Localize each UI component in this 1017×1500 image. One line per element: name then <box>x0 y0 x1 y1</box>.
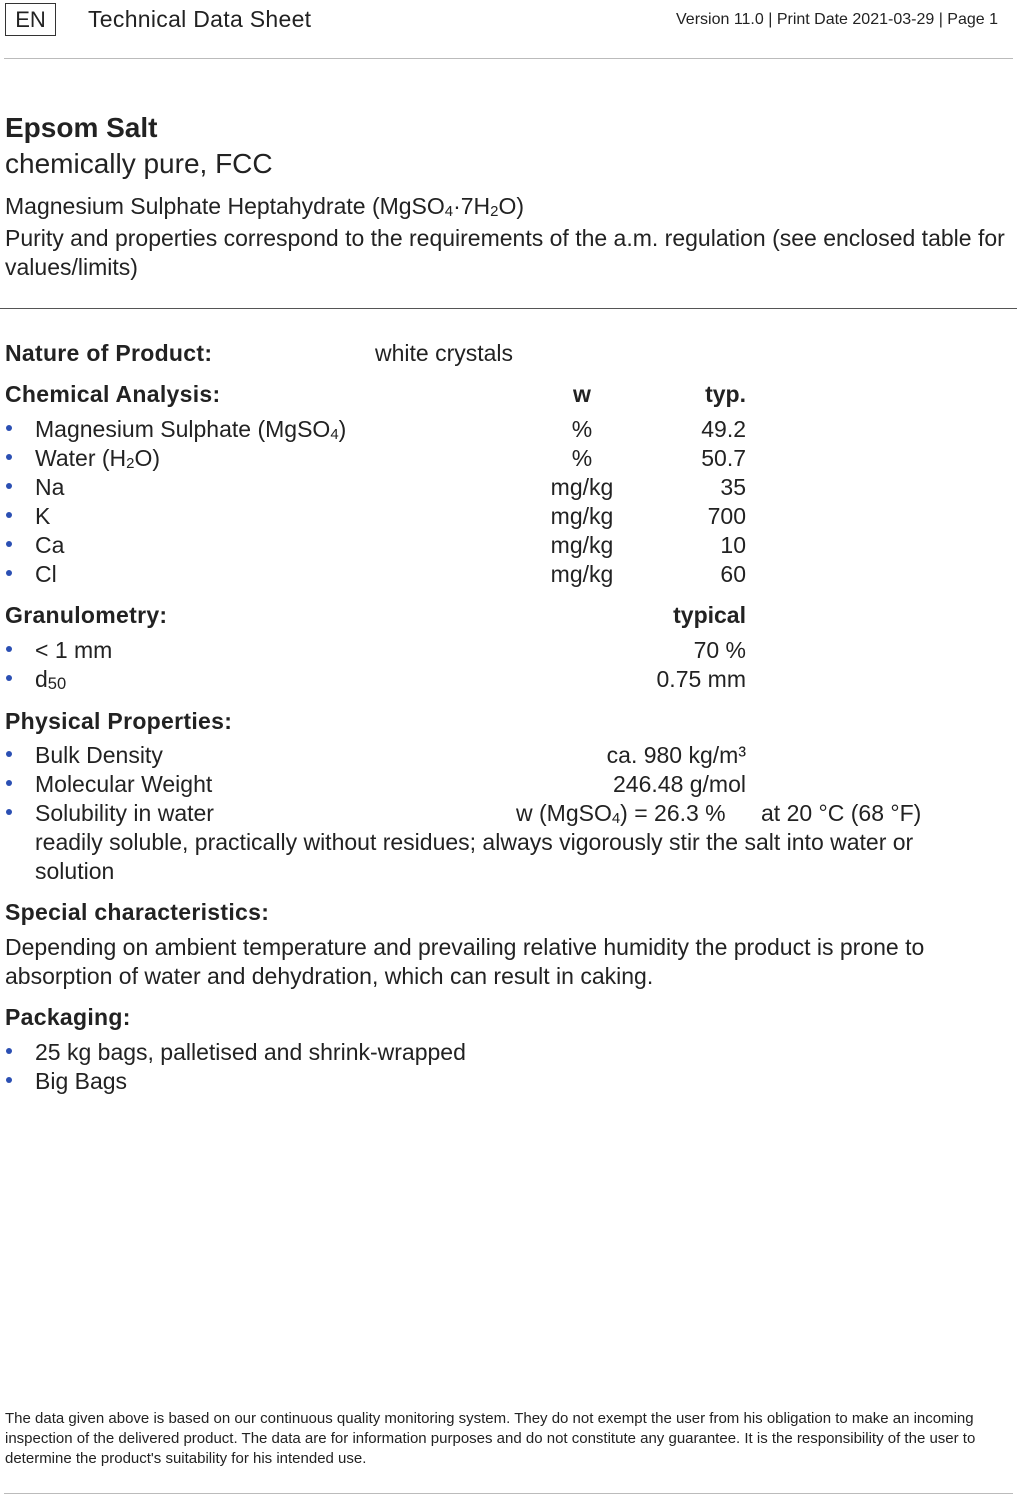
bullet-icon <box>5 675 15 685</box>
analyte-value: 60 <box>720 561 746 587</box>
solubility-label: Solubility in water <box>35 800 214 826</box>
bullet-icon <box>5 541 15 551</box>
document-title: Technical Data Sheet <box>88 6 312 32</box>
analyte-name-subscript: 4 <box>330 426 339 444</box>
analyte-unit: mg/kg <box>550 561 614 587</box>
chemical-formula-line: Magnesium Sulphate Heptahydrate $(MgSO_4\cdot 7H_2O)$ <box>5 193 525 221</box>
bulk-density-label: Bulk Density <box>35 742 163 768</box>
analyte-name <box>35 474 64 501</box>
analyte-value: 35 <box>720 474 746 500</box>
analyte-name-text: K <box>35 503 51 529</box>
header-divider <box>4 58 1013 59</box>
physical-properties-label: Physical Properties: <box>5 708 233 734</box>
bullet-icon <box>5 751 15 761</box>
molecular-weight-label: Molecular Weight <box>35 771 213 797</box>
bullet-icon <box>5 570 15 580</box>
packaging-item: 25 kg bags, palletised and shrink-wrapped <box>35 1039 466 1065</box>
disclaimer: The data given above is based on our continuous quality monitoring system. They do not exempt the user from his obligation to make an incoming inspection of the delivered product. The data are for information purposes and do not constitute any guarantee. It is the responsibility of the user to determine the product's suitability for his intended use. <box>5 1410 976 1467</box>
analyte-name-text: Cl <box>35 561 57 587</box>
product-grade: chemically pure, FCC <box>5 148 273 179</box>
packaging-item: Big Bags <box>35 1068 128 1094</box>
granulometry-value: 0.75 mm <box>656 666 746 692</box>
analyte-unit: % <box>571 445 593 471</box>
bullet-icon <box>5 454 15 464</box>
granulometry-item-text: d <box>35 666 48 692</box>
analyte-name <box>35 445 160 472</box>
analyte-name-text: O) <box>134 445 161 471</box>
analyte-unit: % <box>571 416 593 442</box>
language-badge: EN <box>5 3 56 36</box>
analyte-unit: mg/kg <box>550 532 614 558</box>
analyte-name-subscript: 2 <box>126 455 135 473</box>
analyte-name-text: Na <box>35 474 65 500</box>
footer-divider <box>4 1493 1013 1494</box>
granulometry-item <box>35 637 112 664</box>
column-header-unit: w <box>573 381 591 407</box>
special-characteristics-text: Depending on ambient temperature and prevailing relative humidity the product is prone to absorption of water and dehydration, which can result in caking. <box>5 934 925 989</box>
product-name: Epsom Salt <box>5 112 158 143</box>
analyte-value: 50.7 <box>701 445 746 471</box>
nature-value: white crystals <box>375 340 514 366</box>
analyte-unit: mg/kg <box>550 503 614 529</box>
granulometry-value: 70 % <box>693 637 746 663</box>
bulk-density-value: ca. 980 kg/m³ <box>606 742 746 768</box>
analyte-name-text: Ca <box>35 532 65 558</box>
analyte-name-text: ) <box>338 416 347 442</box>
bullet-icon <box>5 646 15 656</box>
bullet-icon <box>5 809 15 819</box>
bullet-icon <box>5 512 15 522</box>
analyte-unit: mg/kg <box>550 474 614 500</box>
bullet-icon <box>5 483 15 493</box>
solubility-note: readily soluble, practically without residues; always vigorously stir the salt into water or solution <box>35 829 914 884</box>
nature-label: Nature of Product: <box>5 340 213 366</box>
analyte-value: 49.2 <box>701 416 746 442</box>
granulometry-label: Granulometry: <box>5 602 168 628</box>
granulometry-column-header: typical <box>673 602 746 628</box>
analyte-name <box>35 416 346 443</box>
granulometry-item-text: < 1 mm <box>35 637 113 663</box>
analyte-value: 700 <box>707 503 746 529</box>
granulometry-item <box>35 666 66 693</box>
product-description <box>5 192 1005 282</box>
analyte-name-text: Water (H <box>35 445 127 471</box>
solubility-temperature: at 20 °C (68 °F) <box>761 800 922 826</box>
granulometry-item-subscript: 50 <box>47 674 67 694</box>
column-header-typical: typ. <box>705 381 746 407</box>
solubility-value: w (MgSO$_4$) = 26.3 % <box>516 800 726 828</box>
bullet-icon <box>5 780 15 790</box>
document-meta: Version 11.0 | Print Date 2021-03-29 | Page 1 <box>676 11 998 28</box>
analyte-name <box>35 532 64 559</box>
bullet-icon <box>5 1077 15 1087</box>
chemical-analysis-label: Chemical Analysis: <box>5 381 221 407</box>
special-characteristics-label: Special characteristics: <box>5 899 270 925</box>
purity-note: Purity and properties correspond to the requirements of the a.m. regulation (see enclosed table for values/limits) <box>5 225 1005 280</box>
bullet-icon <box>5 425 15 435</box>
analyte-name <box>35 503 50 530</box>
analyte-name <box>35 561 57 588</box>
analyte-name-text: Magnesium Sulphate (MgSO <box>35 416 331 442</box>
bullet-icon <box>5 1048 15 1058</box>
section-divider <box>0 308 1017 309</box>
analyte-value: 10 <box>720 532 746 558</box>
molecular-weight-value: 246.48 g/mol <box>613 771 746 797</box>
packaging-label: Packaging: <box>5 1004 131 1030</box>
